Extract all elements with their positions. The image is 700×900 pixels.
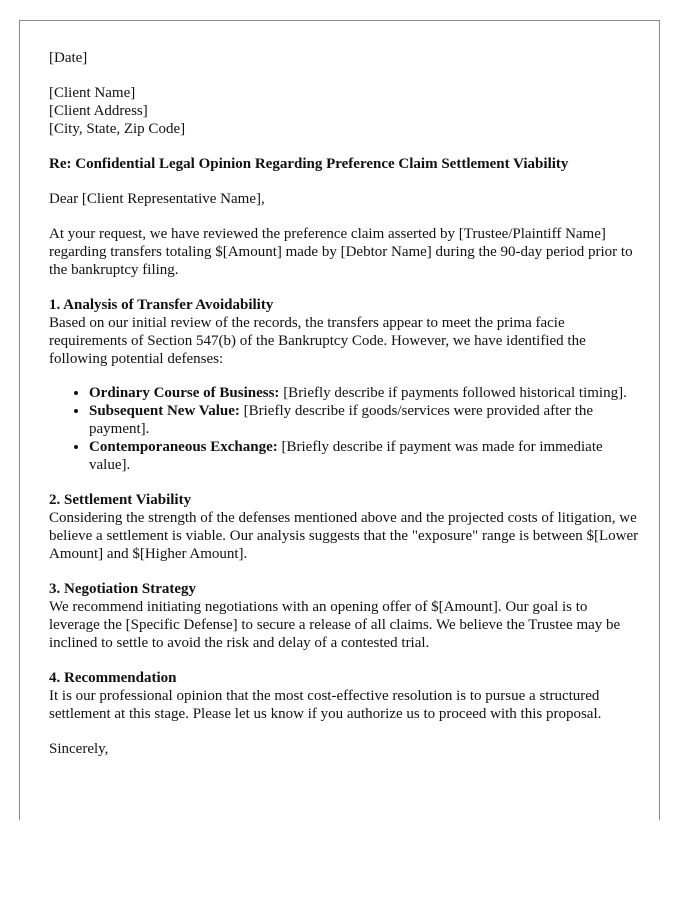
section-heading: 3. Negotiation Strategy — [49, 581, 197, 597]
defense-text: [Briefly describe if goods/services were provided after the payment]. — [89, 403, 594, 437]
defense-text: [Briefly describe if payments followed historical timing]. — [279, 385, 627, 401]
salutation: Dear [Client Representative Name], — [49, 191, 265, 207]
client-name: [Client Name] — [49, 85, 136, 101]
defense-label: Ordinary Course of Business: — [89, 385, 280, 401]
section-body: It is our professional opinion that the most cost-effective resolution is to pursue a structured settlement at this stage. Please let us know if you authorize us to proceed with this proposal. — [49, 688, 602, 722]
letter-body — [49, 49, 639, 758]
date-line: [Date] — [49, 50, 88, 66]
section-body: Based on our initial review of the records, the transfers appear to meet the prima facie requirements of Section 547(b) of the Bankruptcy Code. However, we have identified the following potential defenses: — [49, 315, 586, 367]
section-heading: 1. Analysis of Transfer Avoidability — [49, 297, 274, 313]
defense-item — [89, 438, 639, 474]
section-heading: 2. Settlement Viability — [49, 492, 192, 508]
defense-label: Contemporaneous Exchange: — [89, 439, 278, 455]
client-city-state-zip: [City, State, Zip Code] — [49, 121, 186, 137]
section-body: We recommend initiating negotiations with an opening offer of $[Amount]. Our goal is to leverage the [Specific Defense] to secure a release of all claims. We believe the Trustee may be inclined to settle to avoid the risk and delay of a contested trial. — [49, 599, 621, 651]
closing-line: Sincerely, — [49, 741, 109, 757]
defense-label: Subsequent New Value: — [89, 403, 240, 419]
section-heading: 4. Recommendation — [49, 670, 177, 686]
intro-paragraph: At your request, we have reviewed the preference claim asserted by [Trustee/Plaintiff Name] regarding transfers totaling $[Amount] made by [Debtor Name] during the 90-day period prior to the bankruptcy filing. — [49, 226, 633, 278]
subject-line: Re: Confidential Legal Opinion Regarding Preference Claim Settlement Viability — [49, 156, 569, 172]
section-body: Considering the strength of the defenses mentioned above and the projected costs of litigation, we believe a settlement is viable. Our analysis suggests that the "exposure" range is between $[Lower Amount] and $[Higher Amount]. — [49, 510, 639, 562]
defense-item — [89, 402, 639, 438]
defense-item — [89, 384, 639, 402]
defenses-list — [49, 384, 639, 474]
letter-page — [19, 20, 660, 820]
defense-text: [Briefly describe if payment was made for immediate value]. — [89, 439, 603, 473]
client-address: [Client Address] — [49, 103, 148, 119]
